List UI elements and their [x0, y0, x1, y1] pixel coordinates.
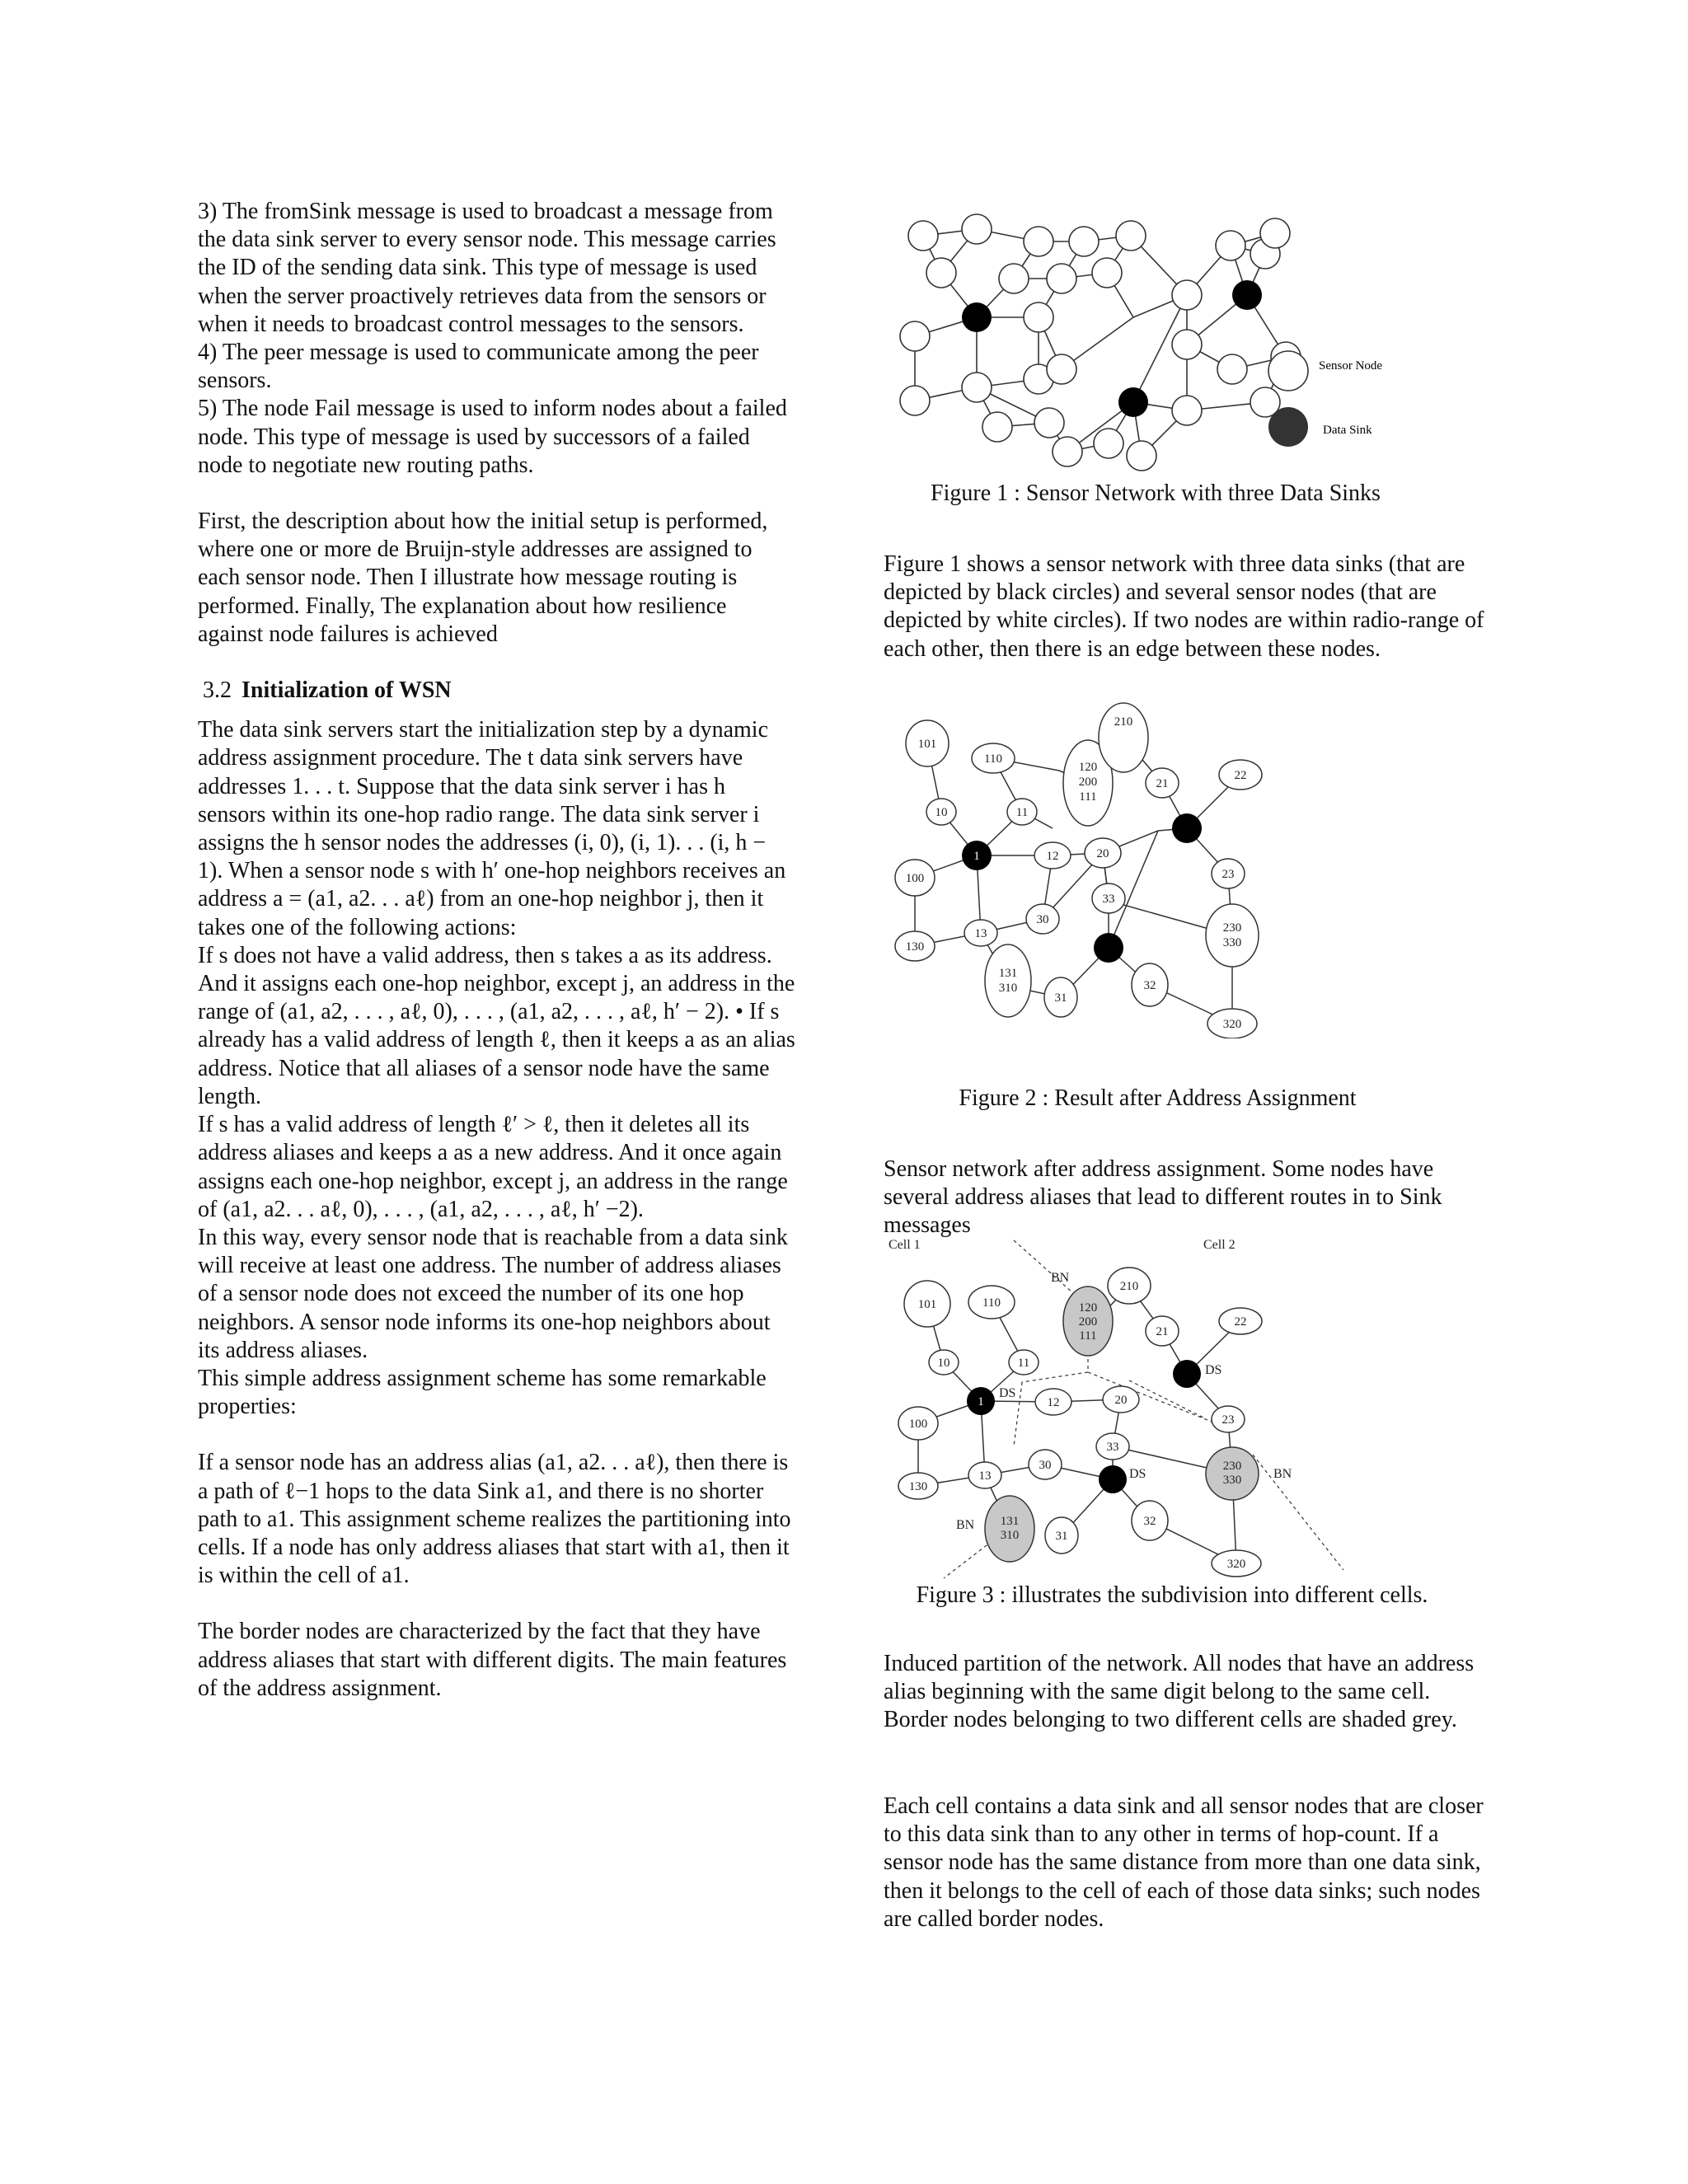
svg-text:111: 111	[1079, 790, 1097, 804]
data-sink	[1118, 387, 1148, 417]
sensor-node	[900, 386, 930, 415]
svg-text:11: 11	[1015, 806, 1029, 819]
svg-text:30: 30	[1039, 1459, 1052, 1472]
svg-text:200: 200	[1078, 1315, 1098, 1329]
bn-label: BN	[956, 1518, 975, 1532]
svg-text:131: 131	[1000, 1515, 1020, 1528]
bn-label: BN	[1051, 1271, 1070, 1285]
svg-text:21: 21	[1156, 777, 1169, 790]
sensor-node	[1216, 231, 1245, 260]
paragraph-cell-definition: Each cell contains a data sink and all sensor nodes that are closer to this data sink than to any other in terms of hop-count. If a sensor node has the same distance from more than one data sink, then it belongs to the cell of each of those data sinks; such nodes are called border nodes.	[884, 1793, 1484, 1932]
figure2-address-network	[890, 701, 1302, 1038]
bn-label: BN	[1273, 1467, 1292, 1481]
figure1-network	[890, 196, 1418, 476]
svg-text:12: 12	[1046, 850, 1059, 863]
svg-text:12: 12	[1047, 1396, 1060, 1409]
data-sink	[962, 302, 992, 332]
figure1-sensor-nodes	[900, 214, 1301, 471]
paragraph-figure1-desc: Figure 1 shows a sensor network with three data sinks (that are depicted by black circles) and several sensor nodes (that are depicted by white circles). If two nodes are within radio-range of each other, then there is an edge between these nodes.	[884, 551, 1484, 662]
paragraph-peer: 4) The peer message is used to communicate among the peer sensors.	[198, 340, 759, 394]
svg-text:21: 21	[1156, 1325, 1169, 1338]
legend-sink-label: Data Sink	[1323, 424, 1372, 437]
sensor-node	[1047, 264, 1076, 293]
sensor-node	[1172, 330, 1202, 359]
sensor-node	[1172, 396, 1202, 425]
svg-text:22: 22	[1234, 769, 1247, 782]
sensor-node	[908, 221, 938, 251]
svg-text:130: 130	[905, 940, 925, 954]
svg-text:120: 120	[1078, 1301, 1098, 1315]
sensor-node	[1172, 280, 1202, 310]
svg-text:230: 230	[1222, 1460, 1242, 1473]
sensor-node	[962, 214, 992, 244]
svg-text:100: 100	[908, 1418, 928, 1431]
section-title: Initialization of WSN	[241, 677, 452, 704]
svg-text:33: 33	[1102, 893, 1115, 906]
svg-text:111: 111	[1079, 1329, 1097, 1343]
paragraph-nodefail: 5) The node Fail message is used to inform nodes about a failed node. This type of message is used by successors of a failed node to negotiate new routing paths.	[198, 396, 787, 478]
paragraph-partition: Induced partition of the network. All nodes that have an address alias beginning with the same digit belong to the same cell. Border nodes belonging to two different cells are shaded grey.	[884, 1651, 1475, 1733]
svg-text:310: 310	[1000, 1529, 1020, 1542]
paragraph-border: The border nodes are characterized by the fact that they have address aliases that start with different digits. The main features of the address assignment.	[198, 1619, 787, 1701]
ds-label: DS	[1129, 1467, 1146, 1481]
svg-text:23: 23	[1221, 868, 1235, 881]
figure1-caption: Figure 1 : Sensor Network with three Data Sinks	[931, 480, 1381, 506]
paragraph-reachable: In this way, every sensor node that is reachable from a data sink will receive at least one address. The number of address aliases of a sensor node does not exceed the number of its one hop neighbors. A sensor node informs its one-hop neighbors about its address aliases.	[198, 1224, 788, 1363]
svg-text:32: 32	[1143, 979, 1156, 992]
data-sink	[1094, 933, 1123, 963]
section-number: 3.2	[203, 677, 232, 704]
sensor-node	[1260, 218, 1290, 248]
paragraph-fromsink: 3) The fromSink message is used to broadcast a message from the data sink server to every sensor node. This message carries the ID of the sending data sink. This type of message is used when the server proactively retrieves data from the sensors or when it needs to broadcast control messages to the sensors.	[198, 199, 776, 337]
sensor-node	[1069, 227, 1099, 256]
figure3-cell-partition	[882, 1232, 1343, 1578]
paragraph-overview: First, the description about how the initial setup is performed, where one or more de Bruijn-style addresses are assigned to each sensor node. Then I illustrate how message routing is performed. Finally, The explanation about how resilience against node failures is achieved	[198, 509, 768, 647]
sensor-node	[1024, 302, 1053, 332]
data-sink	[1173, 1360, 1201, 1388]
sensor-node	[1217, 354, 1247, 384]
svg-text:330: 330	[1222, 1474, 1242, 1487]
svg-text:210: 210	[1119, 1280, 1139, 1293]
ds-label: DS	[999, 1386, 1016, 1400]
sensor-node	[962, 373, 992, 402]
svg-text:310: 310	[998, 982, 1018, 995]
svg-text:11: 11	[1017, 1357, 1030, 1370]
svg-text:1: 1	[978, 1395, 984, 1408]
sensor-node	[1047, 354, 1076, 384]
svg-text:33: 33	[1106, 1441, 1119, 1454]
paragraph-properties: This simple address assignment scheme has some remarkable properties:	[198, 1365, 767, 1420]
data-sink	[1232, 280, 1262, 310]
svg-text:30: 30	[1036, 913, 1049, 926]
data-sink	[1172, 813, 1202, 843]
sensor-node	[1094, 429, 1123, 458]
sensor-node	[1024, 227, 1053, 256]
svg-text:100: 100	[905, 872, 925, 885]
svg-text:13: 13	[974, 927, 987, 940]
paragraph-rule-1: If s does not have a valid address, then s takes a as its address. And it assigns each one-hop neighbor, except j, an address in the range of (a1, a2, . . . , aℓ, 0), . . . , (a1, a2, . . . , aℓ, h′ − 2). • If s already has a valid address of length ℓ, then it keeps a as an alias address. Notice that all aliases of a sensor node have the same length.	[198, 942, 795, 1109]
sensor-node	[926, 258, 956, 288]
svg-text:110: 110	[984, 752, 1002, 766]
svg-text:10: 10	[937, 1357, 950, 1370]
legend-sensor-label: Sensor Node	[1319, 359, 1383, 373]
svg-text:320: 320	[1226, 1558, 1246, 1571]
svg-text:23: 23	[1221, 1413, 1235, 1427]
svg-text:101: 101	[917, 738, 937, 751]
svg-text:1: 1	[973, 850, 980, 863]
svg-text:200: 200	[1078, 776, 1098, 789]
svg-text:20: 20	[1096, 847, 1109, 860]
sensor-node	[1127, 441, 1156, 471]
legend-sensor-icon	[1268, 351, 1308, 391]
svg-text:22: 22	[1234, 1315, 1247, 1329]
svg-text:120: 120	[1078, 761, 1098, 774]
svg-text:131: 131	[998, 967, 1018, 980]
ds-label: DS	[1205, 1363, 1222, 1377]
svg-text:110: 110	[982, 1296, 1001, 1310]
cell1-label: Cell 1	[889, 1238, 921, 1252]
svg-text:31: 31	[1054, 991, 1067, 1005]
paragraph-rule-2: If s has a valid address of length ℓ′ > ℓ, then it deletes all its address aliases and keeps a as a new address. And it once again assigns each one-hop neighbor, except j, an address in the range of (a1, a2. . . aℓ, 0), . . . , (a1, a2, . . . , aℓ, h′ −2).	[198, 1112, 788, 1222]
left-column	[198, 198, 795, 1703]
sensor-node	[1053, 437, 1082, 466]
section-heading	[198, 677, 795, 705]
svg-text:13: 13	[978, 1469, 992, 1483]
sensor-node	[1092, 258, 1122, 288]
svg-text:130: 130	[908, 1480, 928, 1493]
sensor-node	[982, 412, 1012, 442]
figure2-caption: Figure 2 : Result after Address Assignment	[959, 1085, 1357, 1111]
sensor-node	[999, 264, 1029, 293]
data-sink	[1099, 1465, 1127, 1493]
paragraph-alias-path: If a sensor node has an address alias (a1, a2. . . aℓ), then there is a path of ℓ−1 hops to the data Sink a1, and there is no shorter path to a1. This assignment scheme realizes the partitioning into cells. If a node has only address aliases that start with a1, then it is within the cell of a1.	[198, 1450, 791, 1589]
svg-text:101: 101	[917, 1298, 937, 1311]
cell2-label: Cell 2	[1203, 1238, 1236, 1252]
sensor-node	[1034, 408, 1064, 438]
figure1-data-sinks	[962, 280, 1262, 417]
svg-text:230: 230	[1222, 921, 1242, 935]
sensor-node	[1116, 221, 1146, 251]
svg-text:320: 320	[1222, 1018, 1242, 1031]
sensor-node	[900, 321, 930, 351]
svg-text:32: 32	[1143, 1515, 1156, 1528]
svg-text:330: 330	[1222, 936, 1242, 949]
svg-text:20: 20	[1114, 1394, 1128, 1407]
paragraph-figure2-desc: Sensor network after address assignment. Some nodes have several address aliases that lead to different routes in to Sink messages	[884, 1156, 1442, 1239]
svg-text:210: 210	[1114, 715, 1133, 729]
figure3-caption: Figure 3 : illustrates the subdivision into different cells.	[916, 1582, 1428, 1608]
legend-sink-icon	[1268, 407, 1308, 447]
svg-text:10: 10	[935, 806, 948, 819]
figure2-nodes	[895, 703, 1262, 1038]
paragraph-init: The data sink servers start the initialization step by a dynamic address assignment procedure. The t data sink servers have addresses 1. . . t. Suppose that the data sink server i has h sensors within its one-hop radio range. The data sink server i assigns the h sensor nodes the addresses (i, 0), (i, 1). . . (i, h − 1). When a sensor node s with h′ one-hop neighbors receives an address a = (a1, a2. . . aℓ) from an one-hop neighbor j, then it takes one of the following actions:	[198, 717, 786, 940]
svg-text:31: 31	[1055, 1530, 1068, 1543]
